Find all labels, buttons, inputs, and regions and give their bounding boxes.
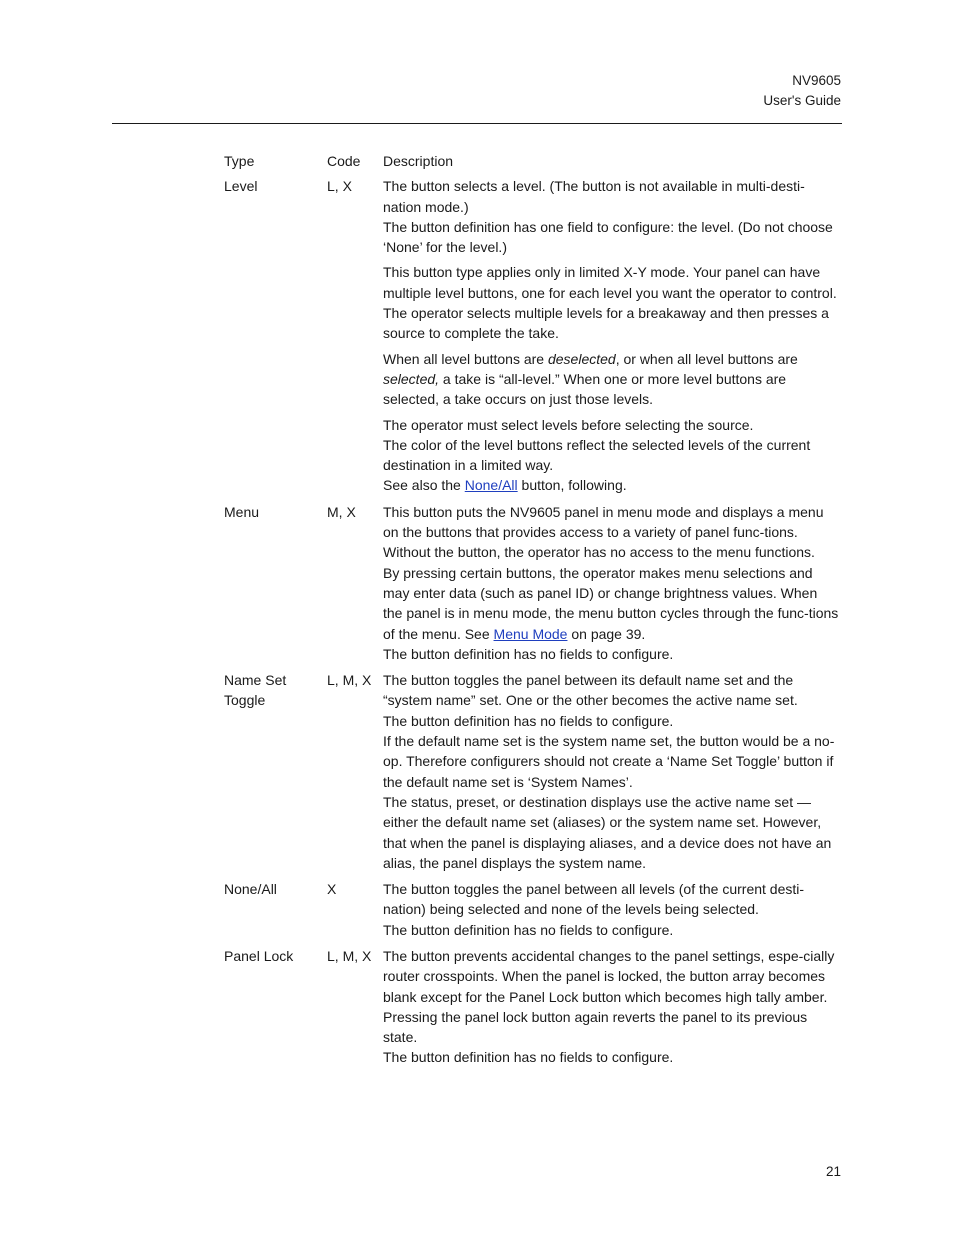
type-cell: Level — [224, 178, 258, 195]
button-type-table — [224, 151, 839, 1074]
code-cell: L, X — [327, 178, 352, 195]
description-paragraph: The button definition has no fields to configure. — [383, 921, 674, 938]
description-paragraph: The button definition has no fields to configure. — [383, 1049, 674, 1066]
description-paragraph: The color of the level buttons reflect the selected levels of the current destination in a limited way. — [383, 436, 811, 474]
table-header-row — [224, 151, 839, 171]
table-row-menu — [224, 502, 839, 664]
table-row-name-set-toggle — [224, 670, 839, 873]
description-paragraph: When all level buttons are deselected, or when all level buttons are selected, a take is “all-level.” When one or more level buttons are selected, a take occurs on just those levels. — [383, 350, 798, 408]
description-paragraph: The button selects a level. (The button is not available in multi-desti-nation mode.) — [383, 178, 805, 215]
description-paragraph: By pressing certain buttons, the operator makes menu selections and may enter data (such as panel ID) or change brightness values. When the panel is in menu mode, the menu button cycles through the func-tions of the menu. See Menu Mode on page 39. — [383, 564, 839, 642]
type-cell: Name Set Toggle — [224, 672, 287, 709]
description-paragraph: The button toggles the panel between all levels (of the current desti-nation) being selected and none of the levels being selected. — [383, 881, 805, 918]
description-paragraph: The button toggles the panel between its default name set and the “system name” set. One or the other becomes the active name set. — [383, 672, 798, 709]
table-row-panel-lock — [224, 946, 839, 1068]
description-cell — [383, 502, 839, 664]
description-cell — [383, 879, 839, 940]
header-product: NV9605 — [792, 73, 841, 88]
code-cell: M, X — [327, 503, 356, 520]
description-paragraph: The status, preset, or destination displays use the active name set — either the default name set (aliases) or the system name set. However, that when the panel is displaying aliases, and a device does not have an alias, the panel displays the system name. — [383, 793, 832, 871]
description-cell — [383, 670, 839, 873]
code-cell: L, M, X — [327, 947, 372, 964]
table-row-none-all — [224, 879, 839, 940]
column-header-type: Type — [224, 153, 255, 169]
description-paragraph: The operator must select levels before selecting the source. — [383, 416, 754, 433]
column-header-code: Code — [327, 153, 361, 169]
page-number: 21 — [825, 1164, 841, 1179]
type-cell: Panel Lock — [224, 947, 294, 964]
type-cell: None/All — [224, 881, 277, 898]
description-paragraph: The button definition has no fields to configure. — [383, 645, 674, 662]
none-all-link[interactable]: None/All — [464, 477, 518, 494]
description-paragraph: See also the None/All button, following. — [383, 477, 627, 494]
code-cell: L, M, X — [327, 672, 372, 689]
description-paragraph: The button prevents accidental changes to the panel settings, espe-cially router crosspoints. When the panel is locked, the button array becomes blank except for the Panel Lock button which becomes high tally amber. Pressing the panel lock button again reverts the panel to its previous state. — [383, 947, 835, 1046]
header-rule — [112, 123, 842, 124]
table-row-level — [224, 176, 839, 495]
description-paragraph: This button type applies only in limited X-Y mode. Your panel can have multiple level buttons, one for each level you want the operator to control. The operator selects multiple levels for a breakaway and then presses a source to complete the take. — [383, 264, 837, 342]
column-header-description: Description — [383, 153, 454, 169]
menu-mode-link[interactable]: Menu Mode — [493, 625, 568, 642]
description-cell — [383, 946, 839, 1068]
emphasis-selected: selected, — [383, 370, 440, 387]
type-cell: Menu — [224, 503, 260, 520]
emphasis-deselected: deselected — [547, 350, 616, 367]
code-cell: X — [327, 881, 337, 898]
description-paragraph: The button definition has no fields to configure. — [383, 712, 674, 729]
header-guide: User's Guide — [763, 93, 841, 108]
description-cell — [383, 176, 839, 495]
description-paragraph: This button puts the NV9605 panel in menu mode and displays a menu on the buttons that provides access to a variety of panel func-tions. Without the button, the operator has no access to the menu functions. — [383, 503, 824, 561]
description-paragraph: The button definition has one field to configure: the level. (Do not choose ‘None’ for the level.) — [383, 218, 833, 256]
description-paragraph: If the default name set is the system name set, the button would be a no-op. Therefore configurers should not create a ‘Name Set Toggle’ button if the default name set is ‘System Names’. — [383, 733, 835, 790]
running-header — [763, 71, 841, 111]
